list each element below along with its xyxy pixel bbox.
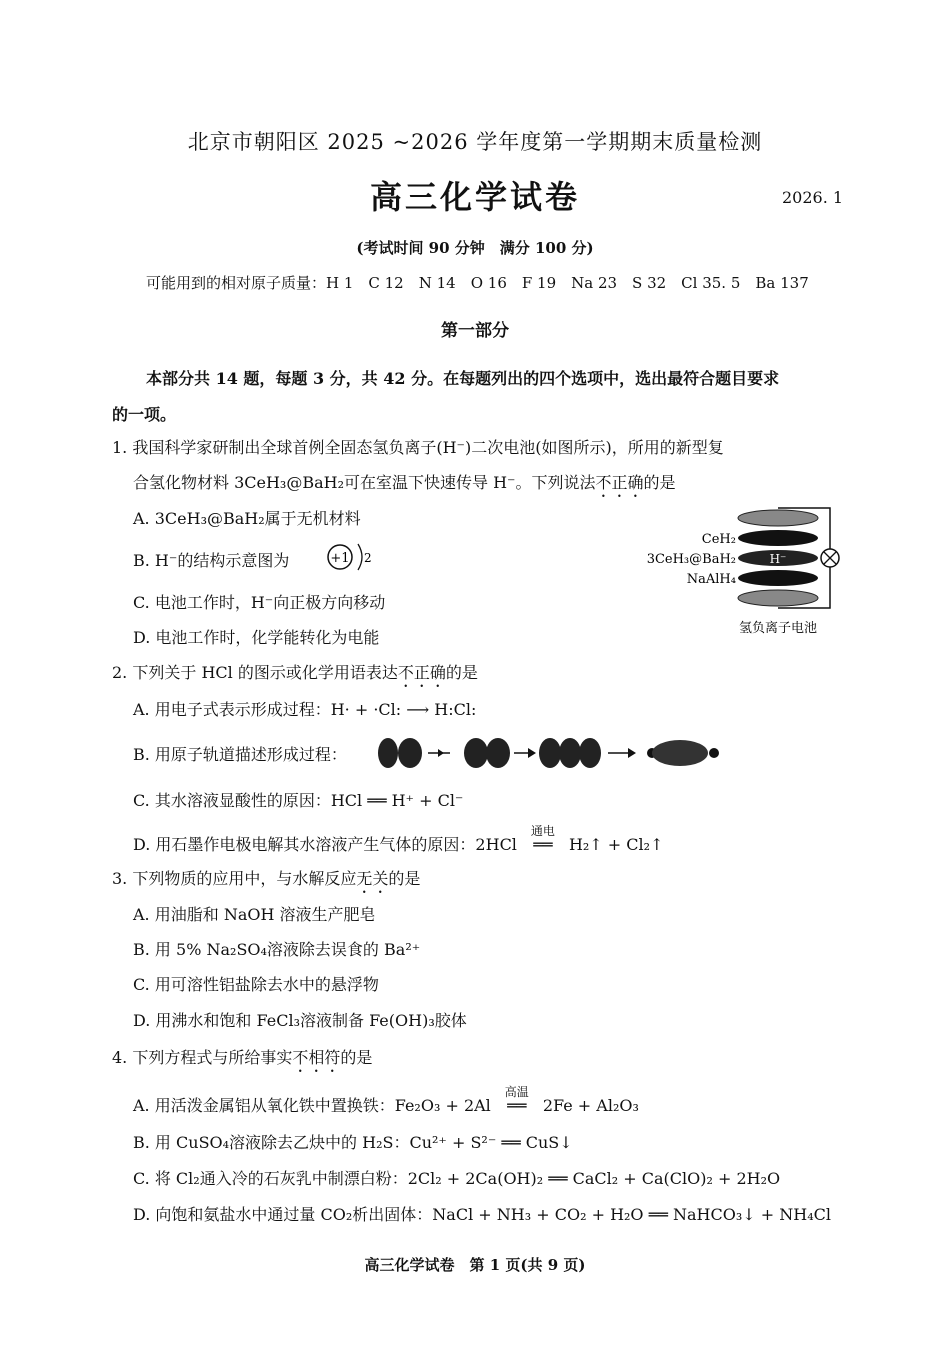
q2-stem-pre: 2. 下列关于 HCl 的图示或化学用语表达 xyxy=(112,663,398,682)
nucleus-charge: +1 xyxy=(330,551,350,566)
q4-emphasis: 不相符 xyxy=(292,1048,341,1067)
part-title: 第一部分 xyxy=(441,321,509,341)
battery-caption: 氢负离子电池 xyxy=(738,621,818,636)
label-ceh2: CeH₂ xyxy=(701,532,736,547)
exam-date: 2026. 1 xyxy=(782,188,844,207)
q3-stem-pre: 3. 下列物质的应用中，与水解反应 xyxy=(112,869,357,888)
electrode-bottom xyxy=(738,590,818,606)
q4-option-b: B. 用 CuSO₄溶液除去乙炔中的 H₂S：Cu²⁺ + S²⁻ ══ CuS↓ xyxy=(133,1133,573,1152)
q3-stem-post: 的是 xyxy=(388,869,421,888)
label-electrolyte: 3CeH₃@BaH₂ xyxy=(646,552,736,567)
q2-d-pre: D. 用石墨作电极电解其水溶液产生气体的原因：2HCl xyxy=(133,835,517,854)
q3-stem xyxy=(112,866,420,897)
layer-ceh2 xyxy=(738,530,818,546)
q3-emphasis: 无关 xyxy=(356,869,389,888)
q2-d-condition: 通电 xyxy=(530,824,555,838)
q2-option-b: B. 用原子轨道描述形成过程： xyxy=(133,745,347,764)
page-footer: 高三化学试卷 第 1 页(共 9 页) xyxy=(364,1256,586,1274)
h-minus-structure-diagram xyxy=(318,540,388,574)
instruction-line-1: 本部分共 14 题，每题 3 分，共 42 分。在每题列出的四个选项中，选出最符合题目要求 xyxy=(146,369,780,388)
q4-a-condition: 高温 xyxy=(504,1085,529,1099)
q1-stem-line-1: 1. 我国科学家研制出全球首例全固态氢负离子(H⁻)二次电池(如图所示)，所用的新型复 xyxy=(112,438,724,457)
q4-a-pre: A. 用活泼金属铝从氧化铁中置换铁：Fe₂O₃ + 2Al xyxy=(133,1096,491,1115)
ion-label: H⁻ xyxy=(769,552,787,566)
q3-option-d: D. 用沸水和饱和 FeCl₃溶液制备 Fe(OH)₃胶体 xyxy=(133,1011,467,1030)
q4-a-post: 2Fe + Al₂O₃ xyxy=(542,1096,639,1115)
q2-option-c: C. 其水溶液显酸性的原因：HCl ══ H⁺ + Cl⁻ xyxy=(133,791,464,810)
battery-figure xyxy=(640,500,850,640)
q4-option-d: D. 向饱和氨盐水中通过量 CO₂析出固体：NaCl + NH₃ + CO₂ + H₂O ══ NaHCO₃↓ + NH₄Cl xyxy=(133,1205,831,1224)
q2-option-d xyxy=(133,824,664,855)
duration-score: (考试时间 90 分钟 满分 100 分) xyxy=(356,239,594,257)
q1-option-c: C. 电池工作时，H⁻向正极方向移动 xyxy=(133,593,386,612)
q1-stem-line-2 xyxy=(133,470,676,501)
layer-naalh4 xyxy=(738,570,818,586)
q4-stem-post: 的是 xyxy=(340,1048,373,1067)
page-title: 高三化学试卷 xyxy=(369,178,580,216)
q4-option-a xyxy=(133,1085,639,1116)
q2-emphasis: 不正确 xyxy=(397,663,446,682)
instruction-line-2: 的一项。 xyxy=(112,405,177,424)
q2-d-post: H₂↑ + Cl₂↑ xyxy=(568,835,664,854)
q4-option-c: C. 将 Cl₂通入冷的石灰乳中制漂白粉：2Cl₂ + 2Ca(OH)₂ ══ CaCl₂ + Ca(ClO)₂ + 2H₂O xyxy=(133,1169,781,1188)
q2-option-a: A. 用电子式表示形成过程：H· + ·Cl: ⟶ H:Cl: xyxy=(133,700,477,719)
q2-d-condition-arrow: 通电 ══ xyxy=(521,835,565,854)
electron-count: 2 xyxy=(364,551,372,565)
q2-stem-post: 的是 xyxy=(445,663,478,682)
electrode-top xyxy=(738,510,818,526)
label-naalh4: NaAlH₄ xyxy=(686,572,736,587)
q4-stem xyxy=(112,1045,372,1076)
q1-option-d: D. 电池工作时，化学能转化为电能 xyxy=(133,628,380,647)
exam-heading: 北京市朝阳区 2025 ~2026 学年度第一学期期末质量检测 xyxy=(187,130,763,154)
q3-option-b: B. 用 5% Na₂SO₄溶液除去误食的 Ba²⁺ xyxy=(133,940,421,959)
q4-a-condition-arrow: 高温 ══ xyxy=(495,1096,539,1115)
q1-stem-post: 的是 xyxy=(643,473,676,492)
q3-option-a: A. 用油脂和 NaOH 溶液生产肥皂 xyxy=(133,905,376,924)
q4-stem-pre: 4. 下列方程式与所给事实 xyxy=(112,1048,293,1067)
q1-option-b: B. H⁻的结构示意图为 xyxy=(133,551,290,570)
q2-stem xyxy=(112,660,478,691)
q1-option-a: A. 3CeH₃@BaH₂属于无机材料 xyxy=(133,509,361,528)
q3-option-c: C. 用可溶性铝盐除去水中的悬浮物 xyxy=(133,975,379,994)
q1-stem-pre: 合氢化物材料 3CeH₃@BaH₂可在室温下快速传导 H⁻。下列说法 xyxy=(133,473,596,492)
q1-emphasis: 不正确 xyxy=(595,473,644,492)
atomic-masses: 可能用到的相对原子质量：H 1 C 12 N 14 O 16 F 19 Na 23 S 32 Cl 35. 5 Ba 137 xyxy=(146,274,809,292)
orbital-overlap-diagram xyxy=(378,733,728,773)
